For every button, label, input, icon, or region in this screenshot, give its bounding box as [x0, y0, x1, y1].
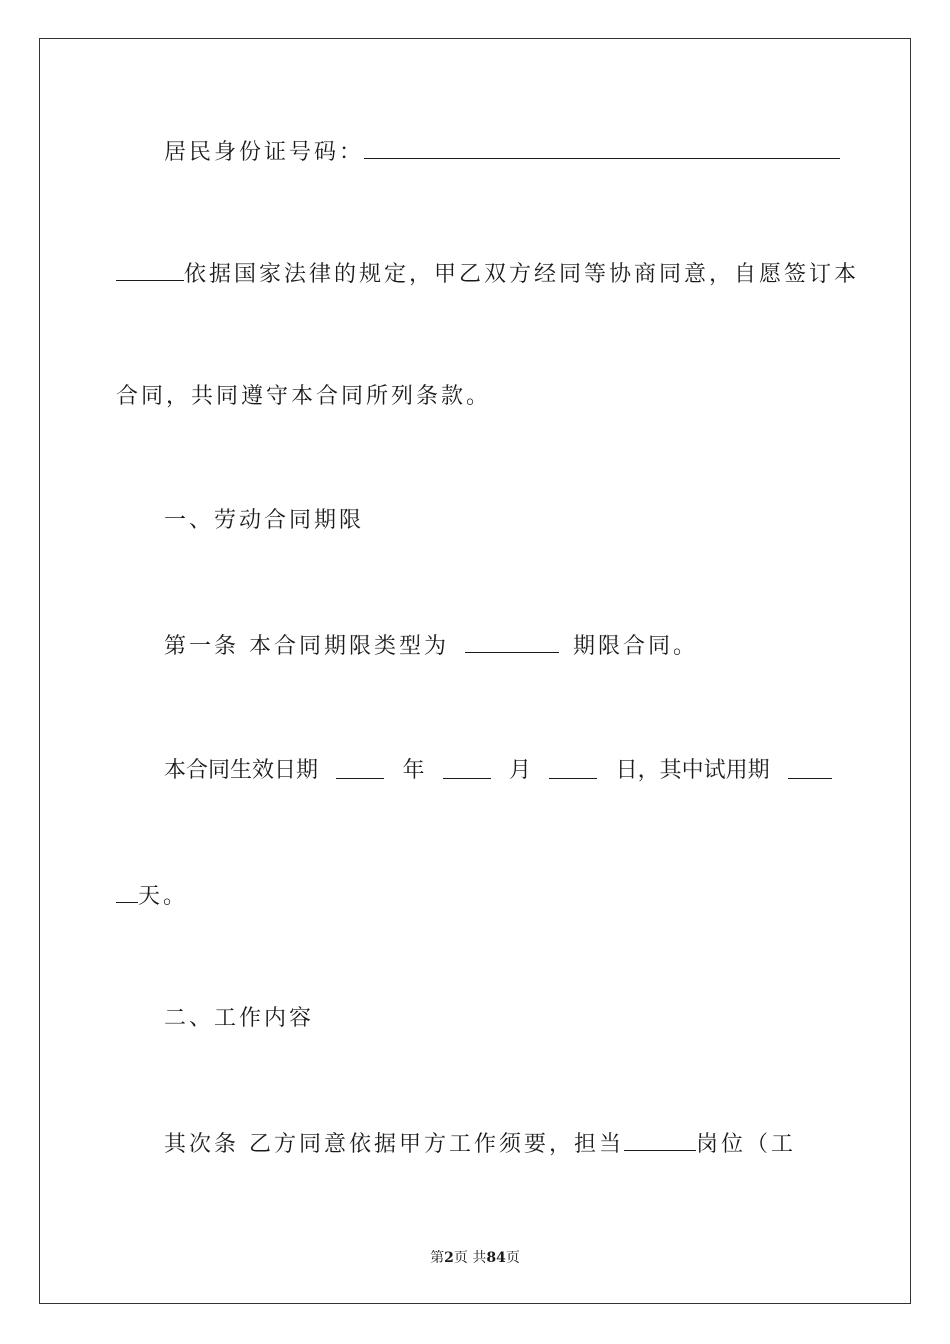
day-blank[interactable] — [549, 756, 597, 779]
section-1-title: 一、劳动合同期限 — [164, 508, 365, 533]
id-number-label: 居民身份证号码： — [164, 140, 365, 165]
section-2-heading — [116, 1004, 832, 1034]
page-footer — [0, 1248, 950, 1268]
article-1-line — [116, 630, 832, 662]
month-blank[interactable] — [443, 756, 491, 779]
article-2-line — [116, 1128, 832, 1160]
trial-days-blank[interactable] — [788, 756, 832, 779]
id-number-blank[interactable] — [364, 136, 840, 159]
trial-days-suffix: 天。 — [138, 884, 189, 909]
footer-page-mid: 页 共 — [453, 1250, 487, 1266]
article-1-prefix: 第一条 本合同期限类型为 — [164, 634, 449, 659]
trial-days-blank-cont[interactable] — [116, 880, 138, 903]
basis-text: 依据国家法律的规定，甲乙双方经同等协商同意，自愿签订本 — [184, 262, 860, 287]
section-2-title: 二、工作内容 — [164, 1006, 315, 1031]
footer-page-prefix: 第 — [430, 1250, 445, 1266]
position-blank[interactable] — [624, 1128, 696, 1151]
id-number-line — [116, 136, 832, 168]
month-label: 月 — [509, 758, 532, 783]
year-blank[interactable] — [336, 756, 384, 779]
basis-line — [116, 258, 860, 290]
basis-continuation-text: 合同，共同遵守本合同所列条款。 — [116, 384, 492, 409]
article-2-suffix: 岗位（工 — [696, 1132, 797, 1157]
footer-page-suffix: 页 — [505, 1250, 520, 1266]
page-frame — [39, 38, 911, 1304]
trial-days-continuation — [116, 880, 832, 912]
footer-page-number: 2 — [444, 1250, 454, 1266]
section-1-heading — [116, 506, 832, 536]
year-label: 年 — [402, 758, 425, 783]
effective-date-prefix: 本合同生效日期 — [164, 758, 319, 783]
effective-date-line — [116, 756, 832, 786]
contract-type-blank[interactable] — [465, 630, 559, 653]
basis-blank[interactable] — [116, 258, 184, 281]
day-trial-label: 日，其中试用期 — [615, 758, 770, 783]
basis-continuation — [116, 382, 832, 412]
footer-page-total: 84 — [486, 1250, 506, 1266]
article-1-suffix: 期限合同。 — [573, 634, 699, 659]
article-2-text: 其次条 乙方同意依据甲方工作须要，担当 — [164, 1132, 624, 1157]
